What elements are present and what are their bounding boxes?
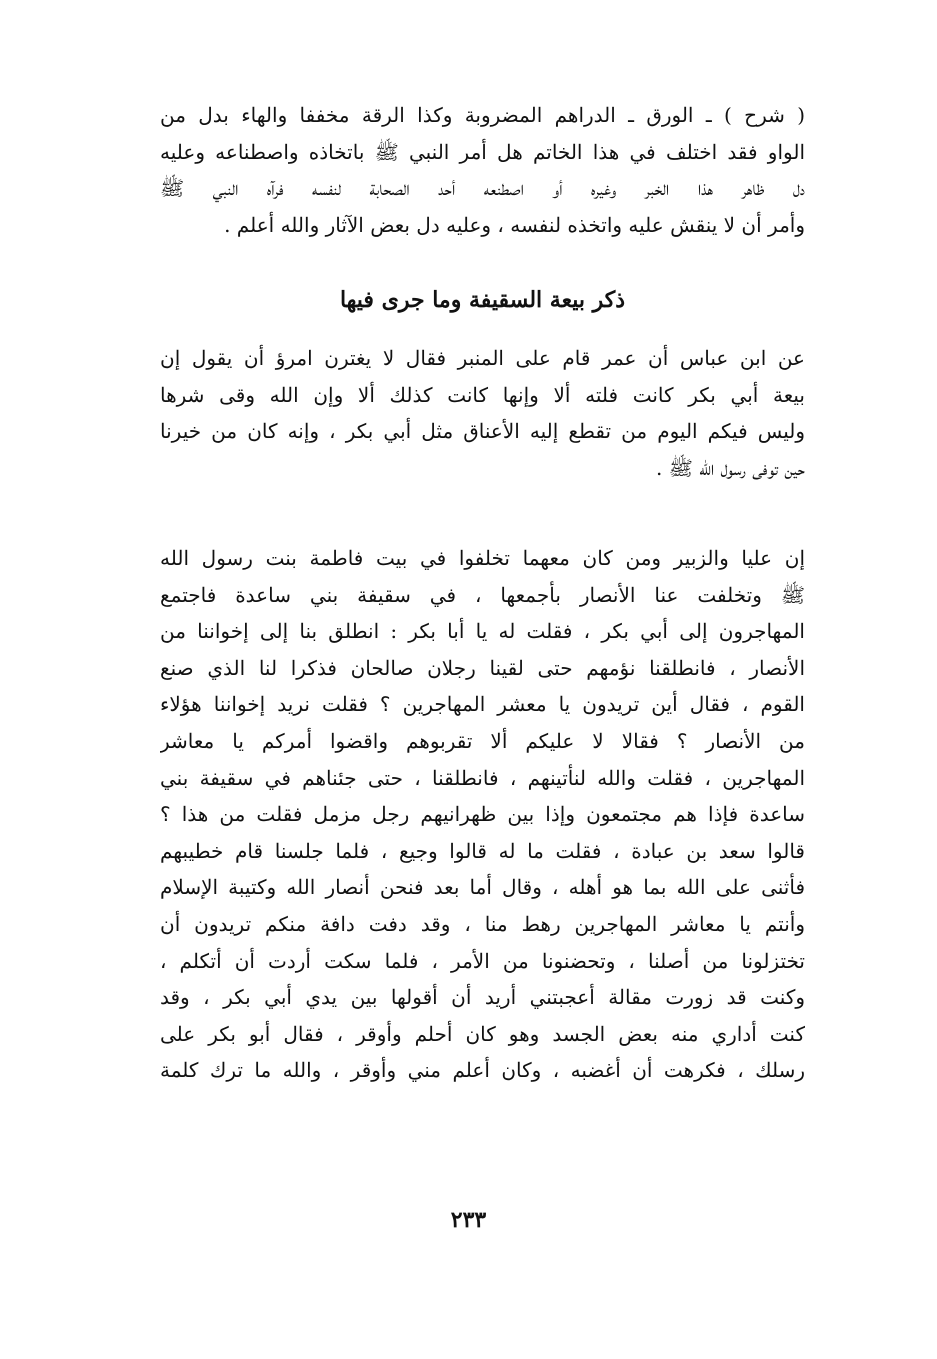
text-line: الأنصار ، فانطلقنا نؤمهم حتى لقينا رجلان صالحان فذكرا لنا الذي صنع bbox=[160, 655, 805, 680]
text-line: ساعدة فإذا هم مجتمعون وإذا بين ظهرانيهم رجل مزمل فقلت من هذا ؟ bbox=[160, 802, 805, 827]
text-line: وأنتم يا معاشر المهاجرين رهط منا ، وقد دفت دافة منكم تريدون أن bbox=[160, 911, 805, 936]
text-line: كنت أداري منه بعض الجسد وهو كان أحلم وأوقر ، فقال أبو بكر على bbox=[160, 1021, 805, 1046]
text-line: رسلك ، فكرهت أن أغضبه ، وكان أعلم مني وأوقر ، والله ما ترك كلمة bbox=[160, 1058, 805, 1083]
text-line: فأثنى على الله بما هو أهله ، وقال أما بعد فنحن أنصار الله وكتيبة الإسلام bbox=[160, 875, 805, 900]
text-line: دل ظاهر هذا الخبر وغيره أو اصطنعه أحد الصحابة لنفسه فرآه النبي ﷺ bbox=[160, 176, 805, 201]
text-line: إن عليا والزبير ومن كان معهما تخلفوا في بيت فاطمة بنت رسول الله bbox=[160, 546, 805, 570]
text-line: الواو فقد اختلف في هذا الخاتم هل أمر النبي ﷺ باتخاذه واصطناعه وعليه bbox=[160, 139, 805, 164]
text-line: وليس فيكم اليوم من تقطع إليه الأعناق مثل أبي بكر ، وإنه كان من خيرنا bbox=[160, 419, 805, 444]
text-line: حين توفى رسول الله ﷺ . bbox=[656, 455, 805, 480]
commentary-paragraph bbox=[160, 97, 805, 243]
text-line: وكنت قد زورت مقالة أعجبتني أريد أن أقولها بين يدي أبي بكر ، وقد bbox=[160, 985, 805, 1010]
text-line: تختزلونا من أصلنا ، وتحضنونا من الأمر ، فلما سكت أردت أن أتكلم ، bbox=[160, 948, 805, 973]
text-line: القوم ، فقال أين تريدون يا معشر المهاجرين ؟ فقلت نريد إخواننا هؤلاء bbox=[160, 692, 805, 717]
text-line: عن ابن عباس أن عمر قام على المنبر فقال لا يغترن امرؤ أن يقول إن bbox=[160, 346, 805, 370]
text-line: وأمر أن لا ينقش عليه واتخذه لنفسه ، وعليه دل بعض الآثار والله أعلم . bbox=[224, 212, 805, 237]
page-number: ٢٣٣ bbox=[450, 1207, 487, 1233]
text-line: المهاجرون إلى أبي بكر ، فقلت له يا أبا بكر : انطلق بنا إلى إخواننا من bbox=[160, 619, 805, 644]
section-heading: ذكر بيعة السقيفة وما جرى فيها bbox=[339, 287, 626, 313]
text-line: من الأنصار ؟ فقالا لا عليكم ألا تقربوهم واقضوا أمركم يا معاشر bbox=[160, 728, 805, 753]
text-line: قالوا سعد بن عبادة ، فقلت ما له قالوا وجيع ، فلما جلسنا قام خطيبهم bbox=[160, 838, 805, 863]
text-line: المهاجرين ، فقلت والله لنأتينهم ، فانطلقنا ، حتى جئناهم في سقيفة بني bbox=[160, 765, 805, 790]
narration-paragraph-1 bbox=[160, 340, 805, 486]
text-line: ﷺ وتخلفت عنا الأنصار بأجمعها ، في سقيفة بني ساعدة فاجتمع bbox=[160, 582, 805, 607]
text-line: ( شرح ) ـ الورق ـ الدراهم المضروبة وكذا الرقة مخففا والهاء بدل من bbox=[160, 103, 805, 127]
text-line: بيعة أبي بكر كانت فلته ألا وإنها كانت كذلك ألا وإن الله وقى شرها bbox=[160, 382, 805, 407]
narration-paragraph-2 bbox=[160, 540, 805, 1089]
